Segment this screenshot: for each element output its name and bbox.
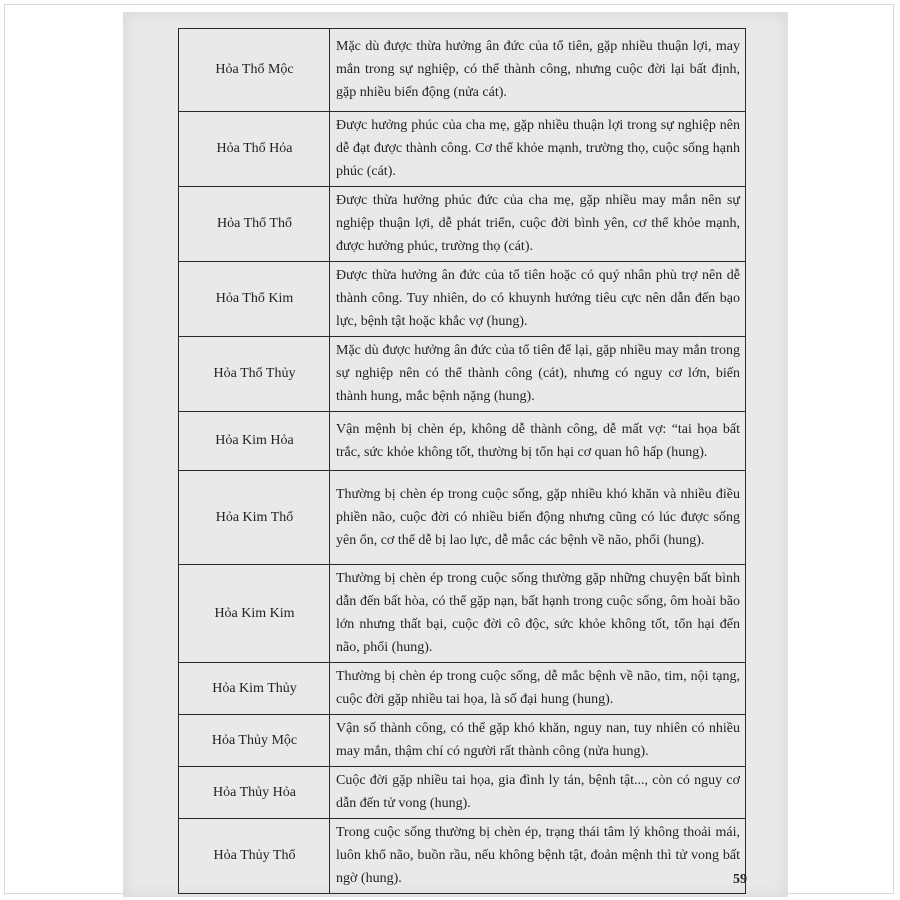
combination-description: Được thừa hưởng ân đức của tổ tiên hoặc có quý nhân phù trợ nên dễ thành công. Tuy nhiên, do có khuynh hướng tiêu cực nên dẫn đến bạo lực, bệnh tật hoặc khắc vợ (hung). [330, 262, 746, 337]
book-page [123, 12, 788, 897]
table-row [179, 565, 746, 663]
combination-description: Cuộc đời gặp nhiều tai họa, gia đình ly tán, bệnh tật..., còn có nguy cơ dẫn đến tử vong (hung). [330, 767, 746, 819]
combination-name: Hỏa Kim Thủy [179, 663, 330, 715]
combination-description: Mặc dù được hưởng ân đức của tổ tiên để lại, gặp nhiều may mắn trong sự nghiệp nên có thể thành công (cát), nhưng có nguy cơ lớn, biến thành hung, mắc bệnh nặng (hung). [330, 337, 746, 412]
combination-name: Hỏa Thổ Mộc [179, 29, 330, 112]
table-row [179, 112, 746, 187]
combination-description: Trong cuộc sống thường bị chèn ép, trạng thái tâm lý không thoải mái, luôn khổ não, buồn rầu, nếu không bệnh tật, đoản mệnh thì tử vong bất ngờ (hung). [330, 819, 746, 894]
combination-name: Hỏa Thổ Kim [179, 262, 330, 337]
combination-name: Hỏa Thổ Thổ [179, 187, 330, 262]
combination-description: Được hưởng phúc của cha mẹ, gặp nhiều thuận lợi trong sự nghiệp nên dễ đạt được thành công. Cơ thể khỏe mạnh, trường thọ, cuộc sống hạnh phúc (cát). [330, 112, 746, 187]
combination-name: Hỏa Thổ Hỏa [179, 112, 330, 187]
combination-name: Hỏa Kim Hỏa [179, 412, 330, 471]
name-meaning-table [178, 28, 746, 894]
combination-description: Thường bị chèn ép trong cuộc sống thường gặp những chuyện bất bình dẫn đến bất hòa, có thể gặp nạn, bất hạnh trong cuộc sống, ôm hoài bão lớn nhưng thất bại, cuộc đời cô độc, sức khỏe không tốt, tổn hại đến não, phổi (hung). [330, 565, 746, 663]
combination-name: Hỏa Thủy Hỏa [179, 767, 330, 819]
combination-description: Vận số thành công, có thể gặp khó khăn, nguy nan, tuy nhiên có nhiều may mắn, thậm chí có người rất thành công (nửa hung). [330, 715, 746, 767]
table-row [179, 187, 746, 262]
table-row [179, 715, 746, 767]
image-frame [4, 4, 894, 894]
combination-description: Mặc dù được thừa hưởng ân đức của tổ tiên, gặp nhiều thuận lợi, may mắn trong sự nghiệp, có thể thành công, nhưng cuộc đời lại bất định, gặp nhiều biến động (nửa cát). [330, 29, 746, 112]
table-row [179, 663, 746, 715]
combination-description: Thường bị chèn ép trong cuộc sống, gặp nhiều khó khăn và nhiều điều phiền não, cuộc đời có nhiều biến động nhưng cũng có lúc được sống yên ổn, cơ thể dễ bị lao lực, dễ mắc các bệnh về não, phổi (hung). [330, 471, 746, 565]
table-row [179, 337, 746, 412]
combination-name: Hỏa Kim Thổ [179, 471, 330, 565]
combination-description: Thường bị chèn ép trong cuộc sống, dễ mắc bệnh về não, tim, nội tạng, cuộc đời gặp nhiều tai họa, là số đại hung (hung). [330, 663, 746, 715]
combination-description: Vận mệnh bị chèn ép, không dễ thành công, dễ mất vợ: “tai họa bất trắc, sức khỏe không tốt, thường bị tổn hại cơ quan hô hấp (hung). [330, 412, 746, 471]
table-row [179, 819, 746, 894]
combination-name: Hỏa Thủy Thổ [179, 819, 330, 894]
table-row [179, 471, 746, 565]
table-row [179, 262, 746, 337]
combination-name: Hỏa Kim Kim [179, 565, 330, 663]
table-row [179, 29, 746, 112]
table-row [179, 412, 746, 471]
table-row [179, 767, 746, 819]
page-number: 59 [733, 872, 747, 887]
combination-description: Được thừa hưởng phúc đức của cha mẹ, gặp nhiều may mắn nên sự nghiệp thuận lợi, dễ phát triển, cuộc đời bình yên, cơ thể khỏe mạnh, được hưởng phúc, trường thọ (cát). [330, 187, 746, 262]
combination-name: Hỏa Thủy Mộc [179, 715, 330, 767]
combination-name: Hỏa Thổ Thủy [179, 337, 330, 412]
